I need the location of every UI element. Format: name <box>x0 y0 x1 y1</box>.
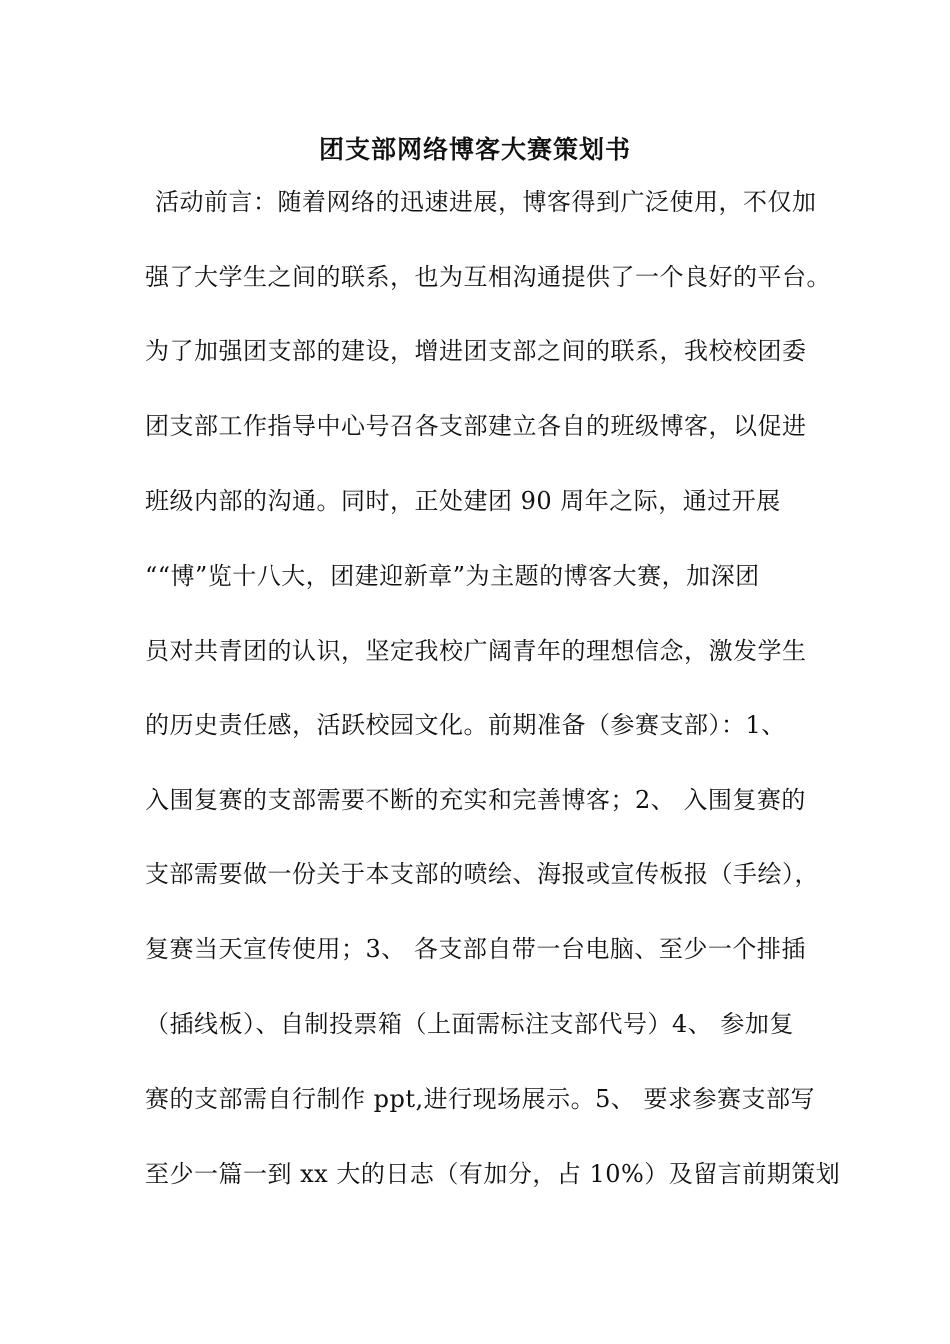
document-title: 团支部网络博客大赛策划书 <box>318 135 631 164</box>
body-text-line: 团支部工作指导中心号召各支部建立各自的班级博客，以促进 <box>145 412 807 440</box>
body-text-line: 班级内部的沟通。同时，正处建团 90 周年之际，通过开展 <box>145 487 781 515</box>
body-text-line: 至少一篇一到 xx 大的日志（有加分，占 10%）及留言前期策划 <box>145 1160 841 1188</box>
body-text-line: 员对共青团的认识，坚定我校广阔青年的理想信念，激发学生 <box>145 637 807 665</box>
body-text-line: 入围复赛的支部需要不断的充实和完善博客；2、 入围复赛的 <box>145 786 806 814</box>
body-text-line: 的历史责任感，活跃校园文化。前期准备（参赛支部）：1、 <box>145 711 786 739</box>
body-text-line: （插线板）、自制投票箱（上面需标注支部代号）4、 参加复 <box>145 1010 794 1038</box>
body-text-line: 支部需要做一份关于本支部的喷绘、海报或宣传板报（手绘）， <box>145 860 819 888</box>
body-text-line: 活动前言：随着网络的迅速进展，博客得到广泛使用，不仅加 <box>155 188 817 216</box>
body-text-line: 强了大学生之间的联系，也为互相沟通提供了一个良好的平台。 <box>145 263 831 291</box>
body-text-line: 复赛当天宣传使用；3、 各支部自带一台电脑、至少一个排插 <box>145 935 806 963</box>
body-text-line: ““博”览十八大，团建迎新章”为主题的博客大赛，加深团 <box>145 562 760 590</box>
body-text-line: 赛的支部需自行制作 ppt,进行现场展示。5、 要求参赛支部写 <box>145 1085 816 1113</box>
body-text-line: 为了加强团支部的建设，增进团支部之间的联系，我校校团委 <box>145 337 807 365</box>
